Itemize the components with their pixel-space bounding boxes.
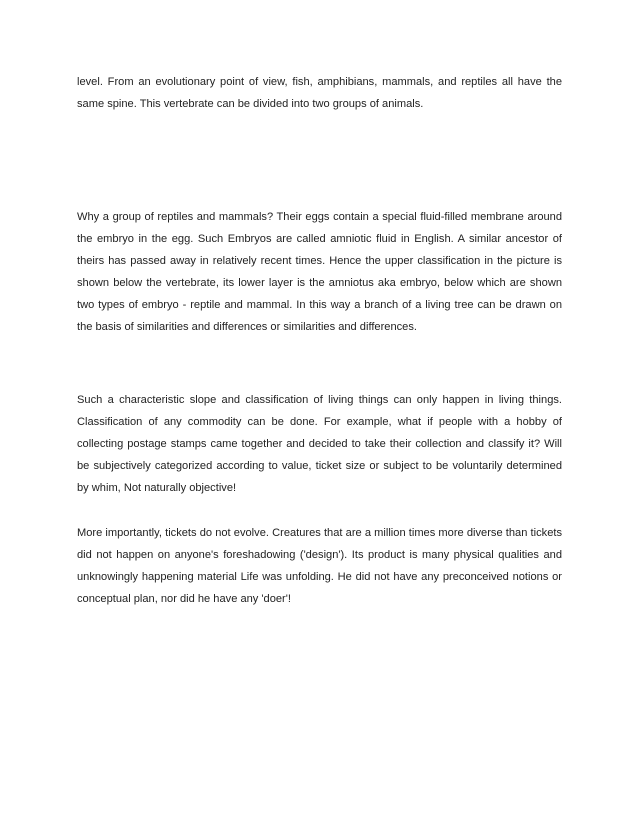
paragraph-4: More importantly, tickets do not evolve. Creatures that are a million times more diverse than tickets did not happen on anyone's foreshadowing ('design'). Its product is many physical qualities and unknowingly happening material Life was unfolding. He did not have any preconceived notions or conceptual plan, nor did he have any 'doer'! bbox=[77, 527, 562, 605]
paragraph-3: Such a characteristic slope and classification of living things can only happen in living things. Classification of any commodity can be done. For example, what if people with a hobby of collecting postage stamps came together and decided to take their collection and classify it? Will be subjectively categorized according to value, ticket size or subject to be voluntarily determined by whim, Not naturally objective! bbox=[77, 394, 562, 494]
paragraph-1: level. From an evolutionary point of view, fish, amphibians, mammals, and reptiles all have the same spine. This vertebrate can be divided into two groups of animals. bbox=[77, 76, 562, 110]
paragraph-2: Why a group of reptiles and mammals? Their eggs contain a special fluid-filled membrane around the embryo in the egg. Such Embryos are called amniotic fluid in English. A similar ancestor of theirs has passed away in relatively recent times. Hence the upper classification in the picture is shown below the vertebrate, its lower layer is the amniotus aka embryo, below which are shown two types of embryo - reptile and mammal. In this way a branch of a living tree can be drawn on the basis of similarities and differences or similarities and differences. bbox=[77, 211, 562, 333]
